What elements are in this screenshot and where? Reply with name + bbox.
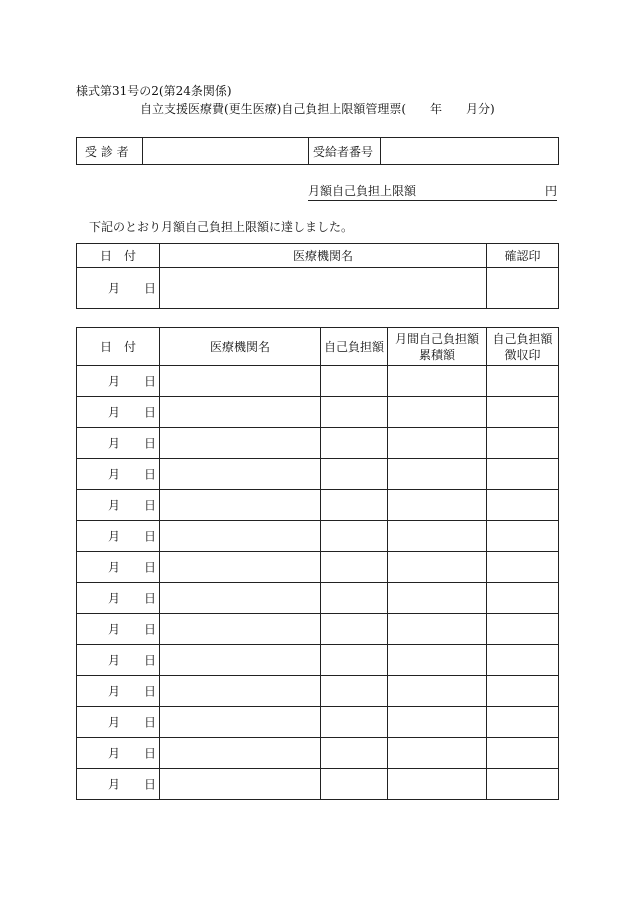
stamp-cell[interactable] <box>487 552 559 583</box>
table-row <box>77 583 559 614</box>
stamp-cell[interactable] <box>487 645 559 676</box>
date-cell[interactable] <box>77 676 160 707</box>
monthly-limit-line[interactable] <box>308 183 557 201</box>
stamp-cell[interactable] <box>487 583 559 614</box>
institution-cell[interactable] <box>160 614 321 645</box>
reach-stamp-cell[interactable] <box>487 268 559 309</box>
table-row <box>77 738 559 769</box>
day-label: 日 <box>144 684 157 699</box>
table-row <box>77 521 559 552</box>
cumulative-header-line2: 累積額 <box>418 347 455 362</box>
table-row <box>77 366 559 397</box>
stamp-cell[interactable] <box>487 707 559 738</box>
copay-cell[interactable] <box>321 490 388 521</box>
table-row <box>77 769 559 800</box>
stamp-header-line2: 徴収印 <box>504 347 541 362</box>
institution-cell[interactable] <box>160 490 321 521</box>
month-label: 月 <box>108 374 121 389</box>
month-label: 月 <box>108 467 121 482</box>
payment-cumulative-header <box>388 328 487 366</box>
payment-record-table <box>76 327 559 800</box>
day-label: 日 <box>144 560 157 575</box>
copay-cell[interactable] <box>321 738 388 769</box>
date-cell[interactable] <box>77 614 160 645</box>
institution-cell[interactable] <box>160 769 321 800</box>
table-row <box>77 397 559 428</box>
copay-cell[interactable] <box>321 428 388 459</box>
monthly-limit-label: 月額自己負担上限額 <box>308 184 417 198</box>
day-label: 日 <box>144 467 157 482</box>
institution-cell[interactable] <box>160 428 321 459</box>
month-label: 月 <box>108 591 121 606</box>
date-cell[interactable] <box>77 459 160 490</box>
reach-institution-cell[interactable] <box>160 268 487 309</box>
stamp-cell[interactable] <box>487 490 559 521</box>
day-label: 日 <box>144 591 157 606</box>
stamp-cell[interactable] <box>487 428 559 459</box>
payment-institution-header: 医療機関名 <box>160 328 321 366</box>
reach-date-cell[interactable] <box>77 268 160 309</box>
reach-stamp-header: 確認印 <box>487 244 559 268</box>
date-cell[interactable] <box>77 769 160 800</box>
cumulative-cell[interactable] <box>388 521 487 552</box>
cumulative-cell[interactable] <box>388 397 487 428</box>
day-label: 日 <box>144 498 157 513</box>
stamp-cell[interactable] <box>487 397 559 428</box>
stamp-cell[interactable] <box>487 769 559 800</box>
table-row <box>77 707 559 738</box>
table-row <box>77 459 559 490</box>
cumulative-cell[interactable] <box>388 459 487 490</box>
institution-cell[interactable] <box>160 738 321 769</box>
cumulative-cell[interactable] <box>388 614 487 645</box>
month-label: 月 <box>108 529 121 544</box>
day-label: 日 <box>144 715 157 730</box>
stamp-cell[interactable] <box>487 676 559 707</box>
copay-cell[interactable] <box>321 645 388 676</box>
day-label: 日 <box>144 653 157 668</box>
patient-row <box>77 138 559 165</box>
copay-cell[interactable] <box>321 366 388 397</box>
month-label: 月 <box>108 436 121 451</box>
stamp-cell[interactable] <box>487 521 559 552</box>
stamp-cell[interactable] <box>487 459 559 490</box>
date-cell[interactable] <box>77 645 160 676</box>
stamp-header-line1: 自己負担額 <box>492 331 553 346</box>
date-cell[interactable] <box>77 366 160 397</box>
cumulative-cell[interactable] <box>388 583 487 614</box>
cumulative-cell[interactable] <box>388 645 487 676</box>
payment-rows <box>77 366 559 800</box>
date-cell[interactable] <box>77 738 160 769</box>
date-cell[interactable] <box>77 707 160 738</box>
table-row <box>77 676 559 707</box>
institution-cell[interactable] <box>160 676 321 707</box>
month-label: 月 <box>108 653 121 668</box>
month-label: 月 <box>108 777 121 792</box>
date-cell[interactable] <box>77 521 160 552</box>
recipient-number-field[interactable] <box>381 138 559 165</box>
day-label: 日 <box>144 405 157 420</box>
institution-cell[interactable] <box>160 459 321 490</box>
stamp-cell[interactable] <box>487 738 559 769</box>
reach-date-header: 日 付 <box>77 244 160 268</box>
table-row <box>77 552 559 583</box>
limit-reached-table <box>76 243 559 309</box>
month-label: 月 <box>108 405 121 420</box>
cumulative-header-line1: 月間自己負担額 <box>394 331 479 346</box>
day-label: 日 <box>144 622 157 637</box>
payment-stamp-header <box>487 328 559 366</box>
monthly-limit-unit: 円 <box>544 184 557 198</box>
payment-header-row <box>77 328 559 366</box>
payment-copay-header: 自己負担額 <box>321 328 388 366</box>
month-label: 月 <box>108 746 121 761</box>
month-label: 月 <box>108 622 121 637</box>
table-row <box>77 614 559 645</box>
table-row <box>77 490 559 521</box>
copay-cell[interactable] <box>321 707 388 738</box>
month-label: 月 <box>108 684 121 699</box>
recipient-number-label: 受給者番号 <box>309 138 381 165</box>
month-label: 月 <box>108 498 121 513</box>
day-label: 日 <box>144 436 157 451</box>
institution-cell[interactable] <box>160 552 321 583</box>
cumulative-cell[interactable] <box>388 428 487 459</box>
copay-cell[interactable] <box>321 614 388 645</box>
day-label: 日 <box>144 746 157 761</box>
date-cell[interactable] <box>77 490 160 521</box>
copay-cell[interactable] <box>321 521 388 552</box>
date-cell[interactable] <box>77 397 160 428</box>
copay-cell[interactable] <box>321 459 388 490</box>
institution-cell[interactable] <box>160 645 321 676</box>
cumulative-cell[interactable] <box>388 490 487 521</box>
stamp-cell[interactable] <box>487 366 559 397</box>
day-label: 日 <box>144 374 157 389</box>
limit-reached-row <box>77 268 559 309</box>
day-label: 日 <box>144 529 157 544</box>
date-cell[interactable] <box>77 428 160 459</box>
institution-cell[interactable] <box>160 397 321 428</box>
cumulative-cell[interactable] <box>388 738 487 769</box>
month-label: 月 <box>108 715 121 730</box>
month-label: 月 <box>108 560 121 575</box>
stamp-cell[interactable] <box>487 614 559 645</box>
limit-reached-header-row <box>77 244 559 268</box>
institution-cell[interactable] <box>160 366 321 397</box>
date-cell[interactable] <box>77 552 160 583</box>
copay-cell[interactable] <box>321 552 388 583</box>
cumulative-cell[interactable] <box>388 769 487 800</box>
form-title: 自立支援医療費(更生医療)自己負担上限額管理票( 年 月分) <box>140 102 495 116</box>
day-label: 日 <box>144 777 157 792</box>
cumulative-cell[interactable] <box>388 552 487 583</box>
limit-reached-notice: 下記のとおり月額自己負担上限額に達しました。 <box>89 220 354 234</box>
institution-cell[interactable] <box>160 583 321 614</box>
copay-cell[interactable] <box>321 769 388 800</box>
patient-info-table <box>76 137 559 165</box>
institution-cell[interactable] <box>160 521 321 552</box>
cumulative-cell[interactable] <box>388 676 487 707</box>
patient-label: 受 診 者 <box>77 138 143 165</box>
cumulative-cell[interactable] <box>388 707 487 738</box>
copay-cell[interactable] <box>321 397 388 428</box>
payment-date-header: 日 付 <box>77 328 160 366</box>
cumulative-cell[interactable] <box>388 366 487 397</box>
date-cell[interactable] <box>77 583 160 614</box>
month-label: 月 <box>108 281 121 296</box>
reach-institution-header: 医療機関名 <box>160 244 487 268</box>
form-number: 様式第31号の2(第24条関係) <box>76 84 232 98</box>
day-label: 日 <box>144 281 157 296</box>
copay-cell[interactable] <box>321 676 388 707</box>
table-row <box>77 645 559 676</box>
table-row <box>77 428 559 459</box>
copay-cell[interactable] <box>321 583 388 614</box>
patient-name-field[interactable] <box>143 138 309 165</box>
institution-cell[interactable] <box>160 707 321 738</box>
